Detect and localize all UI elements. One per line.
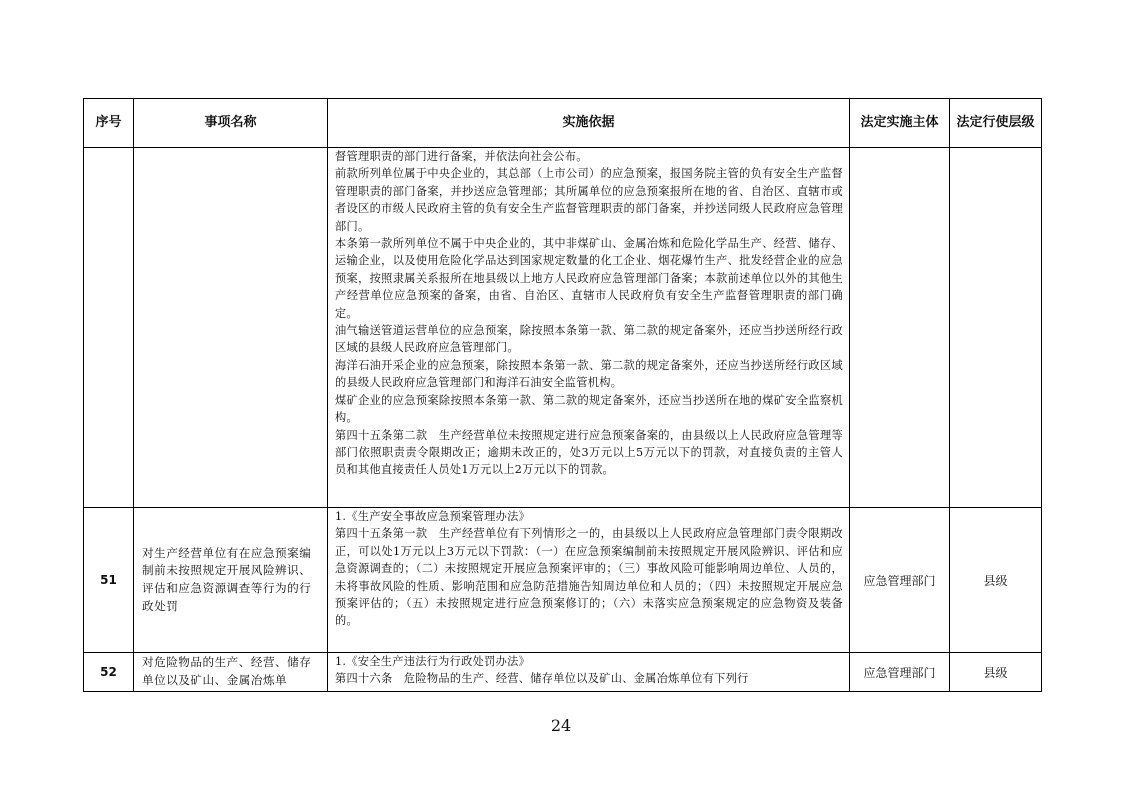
basis-paragraph: 第四十六条 危险物品的生产、经营、储存单位以及矿山、金属冶炼单位有下列行 [335,672,749,686]
row-body: 应急管理部门 [850,653,950,692]
basis-paragraph: 煤矿企业的应急预案除按照本条第一款、第二款的规定备案外，还应当抄送所在地的煤矿安全监察机构。 [335,393,843,425]
table-row [84,653,1042,692]
row-basis [328,653,850,692]
row-name [134,148,328,508]
table-row [84,148,1042,508]
header-body: 法定实施主体 [850,99,950,148]
row-body: 应急管理部门 [850,508,950,653]
matters-table [83,98,1042,692]
row-basis [328,148,850,508]
row-no: 51 [84,508,134,653]
header-level: 法定行使层级 [950,99,1042,148]
row-level: 县级 [950,653,1042,692]
basis-paragraph: 海洋石油开采企业的应急预案，除按照本条第一款、第二款的规定备案外，还应当抄送所经行政区域的县级人民政府应急管理部门和海洋石油安全监管机构。 [335,358,843,390]
basis-paragraph: 前款所列单位属于中央企业的，其总部（上市公司）的应急预案，报国务院主管的负有安全生产监督管理职责的部门备案，并抄送应急管理部；其所属单位的应急预案报所在地的省、自治区、直辖市或者设区的市级人民政府主管的负有安全生产监督管理职责的部门备案，并抄送同级人民政府应急管理部门。 [335,167,843,233]
basis-paragraph: 第四十五条第一款 生产经营单位有下列情形之一的，由县级以上人民政府应急管理部门责令限期改正，可以处1万元以上3万元以下罚款：（一）在应急预案编制前未按照规定开展风险辨识、评估和应急资源调查的；（二）未按照规定开展应急预案评审的；（三）事故风险可能影响周边单位、人员的，未将事故风险的性质、影响范围和应急防范措施告知周边单位和人员的；（四）未按照规定开展应急预案评估的；（五）未按照规定进行应急预案修订的；（六）未落实应急预案规定的应急物资及装备的。 [335,527,843,628]
row-no: 52 [84,653,134,692]
row-name: 对危险物品的生产、经营、储存单位以及矿山、金属冶炼单 [134,653,328,692]
row-name: 对生产经营单位有在应急预案编制前未按照规定开展风险辨识、评估和应急资源调查等行为的行政处罚 [134,508,328,653]
basis-paragraph: 1.《生产安全事故应急预案管理办法》 [335,510,531,523]
row-no [84,148,134,508]
page-number: 24 [550,716,572,735]
row-level: 县级 [950,508,1042,653]
header-no: 序号 [84,99,134,148]
basis-paragraph: 本条第一款所列单位不属于中央企业的，其中非煤矿山、金属冶炼和危险化学品生产、经营、储存、运输企业，以及使用危险化学品达到国家规定数量的化工企业、烟花爆竹生产、批发经营企业的应急预案，按照隶属关系报所在地县级以上地方人民政府应急管理部门备案；本款前述单位以外的其他生产经营单位应急预案的备案，由省、自治区、直辖市人民政府负有安全生产监督管理职责的部门确定。 [335,237,843,320]
basis-paragraph: 1.《安全生产违法行为行政处罚办法》 [335,655,531,668]
row-level [950,148,1042,508]
basis-paragraph: 油气输送管道运营单位的应急预案，除按照本条第一款、第二款的规定备案外，还应当抄送所经行政区域的县级人民政府应急管理部门。 [335,324,843,355]
header-basis: 实施依据 [328,99,850,148]
row-basis [328,508,850,653]
row-body [850,148,950,508]
basis-paragraph: 第四十五条第二款 生产经营单位未按照规定进行应急预案备案的，由县级以上人民政府应急管理等部门依照职责责令限期改正；逾期未改正的，处3万元以上5万元以下的罚款，对直接负责的主管人员和其他直接责任人员处1万元以上2万元以下的罚款。 [335,428,843,477]
header-name: 事项名称 [134,99,328,148]
table-header-row [84,99,1042,148]
basis-paragraph: 督管理职责的部门进行备案，并依法向社会公布。 [335,150,588,163]
table-row [84,508,1042,653]
